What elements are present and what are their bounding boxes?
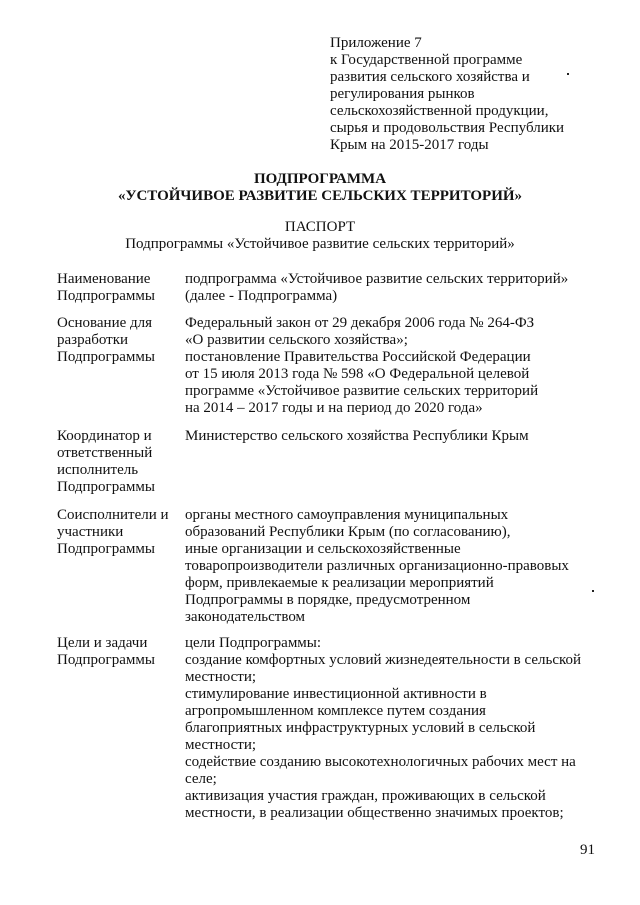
row-label-line: Подпрограммы [57, 479, 155, 495]
row-value-line: агропромышленном комплексе путем создания [185, 703, 486, 719]
page-number: 91 [580, 842, 595, 858]
row-value-line: местности, в реализации общественно значимых проектов; [185, 805, 564, 821]
row-value-line: цели Подпрограммы: [185, 635, 322, 651]
scan-speck [592, 590, 594, 592]
title-line-2: «УСТОЙЧИВОЕ РАЗВИТИЕ СЕЛЬСКИХ ТЕРРИТОРИЙ» [117, 188, 523, 204]
annex-line: развития сельского хозяйства и [330, 69, 530, 85]
row-value-line: от 15 июля 2013 года № 598 «О Федеральной целевой [185, 366, 530, 382]
row-label-line: Основание для [57, 315, 153, 331]
row-value-line: иные организации и сельскохозяйственные [185, 541, 461, 557]
row-label-line: Подпрограммы [57, 652, 155, 668]
row-value-line: форм, привлекаемые к реализации мероприятий [185, 575, 494, 591]
annex-line: Крым на 2015-2017 годы [330, 137, 489, 153]
row-value-line: Подпрограммы в порядке, предусмотренном [185, 592, 471, 608]
row-value [185, 428, 610, 445]
row-value-line: местности; [185, 737, 257, 753]
row-label-line: ответственный [57, 445, 153, 461]
annex-line: сырья и продовольствия Республики [330, 120, 565, 136]
row-label-line: участники [57, 524, 124, 540]
passport-heading [0, 219, 640, 253]
row-value-line: активизация участия граждан, проживающих в сельской [185, 788, 546, 804]
row-value-line: (далее - Подпрограмма) [185, 288, 338, 304]
row-label [57, 507, 182, 558]
title-line-1: ПОДПРОГРАММА [253, 171, 387, 187]
row-label-line: Подпрограммы [57, 288, 155, 304]
row-value-line: Министерство сельского хозяйства Республики Крым [185, 428, 529, 444]
annex-line: регулирования рынков [330, 86, 475, 102]
row-label [57, 635, 182, 669]
annex-line: сельскохозяйственной продукции, [330, 103, 549, 119]
row-value-line: стимулирование инвестиционной активности в [185, 686, 487, 702]
row-label-line: исполнитель [57, 462, 139, 478]
annex-line: к Государственной программе [330, 52, 523, 68]
row-value-line: создание комфортных условий жизнедеятельности в сельской [185, 652, 582, 668]
row-value-line: образований Республики Крым (по согласованию), [185, 524, 511, 540]
row-value-line: содействие созданию высокотехнологичных рабочих мест на [185, 754, 576, 770]
row-value-line: «О развитии сельского хозяйства»; [185, 332, 408, 348]
row-value-line: постановление Правительства Российской Федерации [185, 349, 531, 365]
row-label-line: Подпрограммы [57, 541, 155, 557]
row-label [57, 315, 182, 366]
annex-header [330, 35, 630, 154]
row-value-line: программе «Устойчивое развитие сельских территорий [185, 383, 539, 399]
row-value [185, 507, 610, 626]
row-value-line: органы местного самоуправления муниципальных [185, 507, 509, 523]
row-label-line: Координатор и [57, 428, 152, 444]
row-value-line: местности; [185, 669, 257, 685]
row-value-line: подпрограмма «Устойчивое развитие сельских территорий» [185, 271, 569, 287]
scan-speck [567, 73, 569, 75]
row-label [57, 428, 182, 496]
row-label-line: Цели и задачи [57, 635, 148, 651]
row-value-line: законодательством [185, 609, 306, 625]
row-value-line: товаропроизводители различных организационно-правовых [185, 558, 569, 574]
row-value-line: на 2014 – 2017 годы и на период до 2020 года» [185, 400, 483, 416]
row-label-line: Наименование [57, 271, 151, 287]
row-value-line: селе; [185, 771, 217, 787]
row-label-line: разработки [57, 332, 129, 348]
passport-title: ПАСПОРТ [284, 219, 356, 235]
document-title [0, 171, 640, 205]
row-label-line: Соисполнители и [57, 507, 169, 523]
row-value [185, 635, 610, 822]
row-value-line: благоприятных инфраструктурных условий в сельской [185, 720, 536, 736]
row-label-line: Подпрограммы [57, 349, 155, 365]
row-value [185, 315, 610, 417]
passport-subtitle: Подпрограммы «Устойчивое развитие сельских территорий» [125, 236, 515, 252]
row-value-line: Федеральный закон от 29 декабря 2006 года № 264-ФЗ [185, 315, 535, 331]
annex-line: Приложение 7 [330, 35, 422, 51]
row-label [57, 271, 182, 305]
row-value [185, 271, 610, 305]
